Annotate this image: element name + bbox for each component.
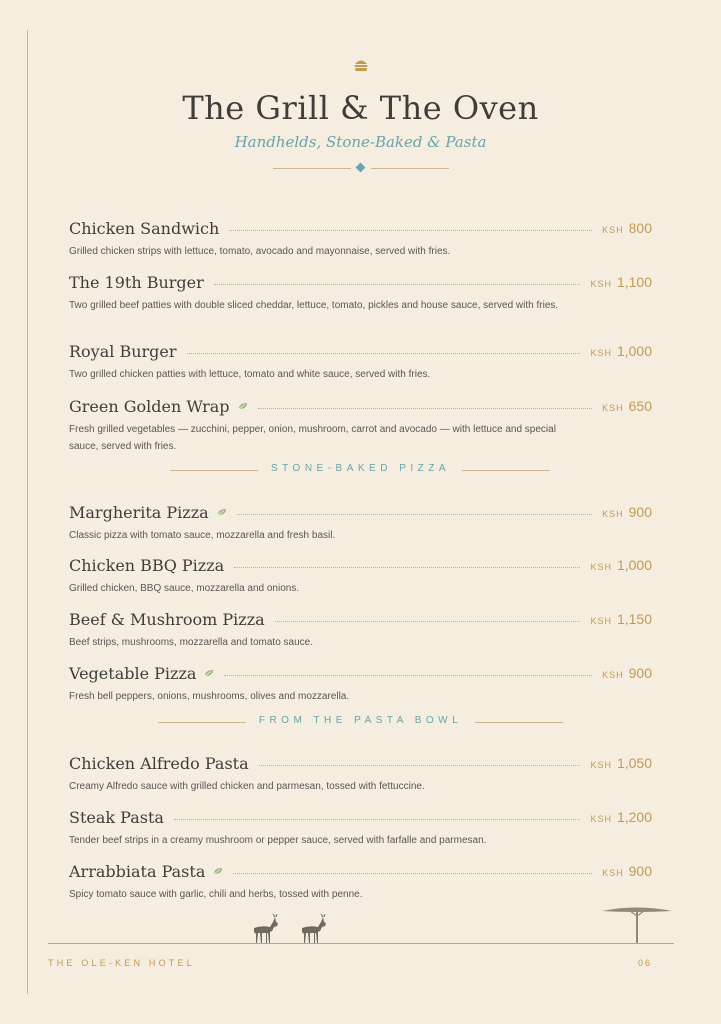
leaf-icon (213, 867, 223, 875)
diamond-icon (355, 163, 365, 173)
title-ornament (273, 163, 449, 173)
burger-icon (353, 58, 369, 72)
page-title: The Grill & The Oven (182, 89, 539, 127)
acacia-tree-icon (600, 902, 674, 944)
item-price: KSH 1,200 (590, 809, 652, 825)
item-description: Two grilled beef patties with double sliced cheddar, lettuce, tomato, pickles and house sauce, served with fries. (69, 300, 559, 311)
item-description: Fresh grilled vegetables — zucchini, pepper, onion, mushroom, carrot and avocado — with lettuce and special sauce, served with fries. (69, 424, 556, 452)
item-name: Green Golden Wrap (69, 396, 230, 416)
item-name: Margherita Pizza (69, 502, 209, 522)
item-price: KSH 1,000 (590, 557, 652, 573)
item-price: KSH 1,050 (590, 755, 652, 771)
section-title: FROM THE PASTA BOWL (258, 715, 463, 726)
item-price: KSH 1,100 (590, 274, 652, 290)
footer-brand: THE OLE-KEN HOTEL (48, 958, 195, 968)
antelope-icon (248, 914, 282, 944)
item-description: Creamy Alfredo sauce with grilled chicken and parmesan, tossed with fettuccine. (69, 781, 425, 792)
item-description: Two grilled chicken patties with lettuce, tomato and white sauce, served with fries. (69, 369, 431, 380)
menu-item (69, 860, 652, 903)
item-description: Beef strips, mushrooms, mozzarella and tomato sauce. (69, 637, 313, 648)
item-name: Vegetable Pizza (69, 663, 197, 683)
section-heading-pasta (0, 715, 721, 729)
item-name: Royal Burger (69, 341, 177, 361)
item-price: KSH 800 (602, 220, 652, 236)
menu-item (69, 501, 652, 544)
menu-item (69, 395, 652, 455)
item-name: The 19th Burger (69, 272, 204, 292)
item-description: Grilled chicken, BBQ sauce, mozzarella and onions. (69, 583, 300, 594)
menu-item (69, 554, 652, 597)
menu-item (69, 217, 652, 260)
savanna-illustration (48, 900, 674, 950)
menu-item (69, 340, 652, 383)
item-description: Grilled chicken strips with lettuce, tomato, avocado and mayonnaise, served with fries. (69, 246, 451, 257)
page-subtitle: Handhelds, Stone-Baked & Pasta (234, 133, 487, 151)
menu-item (69, 806, 652, 849)
item-name: Chicken Alfredo Pasta (69, 753, 249, 773)
menu-item (69, 271, 652, 314)
item-name: Beef & Mushroom Pizza (69, 609, 265, 629)
item-name: Chicken BBQ Pizza (69, 555, 225, 575)
menu-item (69, 662, 652, 705)
item-name: Steak Pasta (69, 807, 164, 827)
item-price: KSH 900 (602, 665, 652, 681)
section-title: STONE-BAKED PIZZA (270, 463, 451, 474)
menu-item (69, 752, 652, 795)
item-description: Classic pizza with tomato sauce, mozzarella and fresh basil. (69, 530, 336, 541)
item-price: KSH 1,000 (590, 343, 652, 359)
item-price: KSH 650 (602, 398, 652, 414)
leaf-icon (217, 508, 227, 516)
item-price: KSH 1,150 (590, 611, 652, 627)
item-name: Chicken Sandwich (69, 218, 220, 238)
menu-item (69, 608, 652, 651)
item-price: KSH 900 (602, 504, 652, 520)
section-heading-pizza (0, 463, 721, 477)
leaf-icon (204, 669, 214, 677)
page-number: 06 (637, 958, 652, 968)
item-description: Fresh bell peppers, onions, mushrooms, olives and mozzarella. (69, 691, 350, 702)
item-name: Arrabbiata Pasta (69, 861, 206, 881)
item-price: KSH 900 (602, 863, 652, 879)
ground-line (48, 943, 674, 944)
left-border-rule (27, 30, 28, 994)
leaf-icon (238, 402, 248, 410)
menu-header (0, 58, 721, 173)
item-description: Spicy tomato sauce with garlic, chili and herbs, tossed with penne. (69, 889, 363, 900)
item-description: Tender beef strips in a creamy mushroom or pepper sauce, served with farfalle and parmesan. (69, 835, 487, 846)
antelope-icon (296, 914, 330, 944)
